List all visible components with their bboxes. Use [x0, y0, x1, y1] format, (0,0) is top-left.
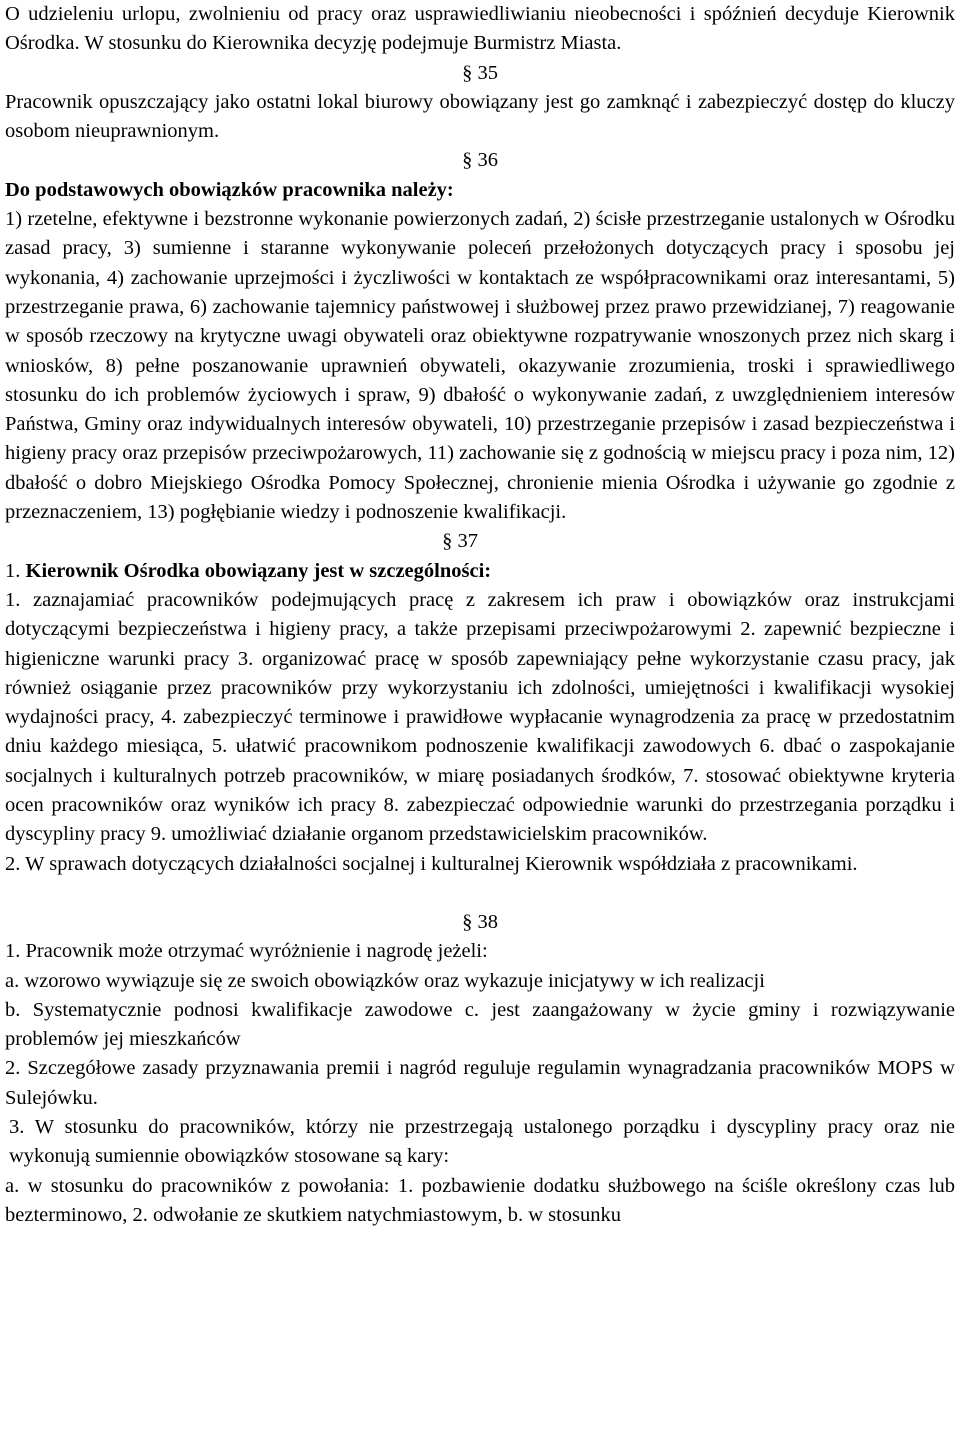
section-37-title: § 37	[442, 530, 478, 553]
section-35-text: Pracownik opuszczający jako ostatni lokal biurowy obowiązany jest go zamknąć i zabezpieczyć dostęp do kluczy osobom nieuprawnionym.	[5, 90, 955, 143]
section-36-text: 1) rzetelne, efektywne i bezstronne wykonanie powierzonych zadań, 2) ścisłe przestrzeganie ustalonych w Ośrodku zasad pracy, 3) sumienne i staranne wykonywanie poleceń przełożonych dotyczących pracy i sposobu jej wykonania, 4) zachowanie uprzejmości i życzliwości w kontaktach ze współpracownikami oraz interesantami, 5) przestrzeganie prawa, 6) zachowanie tajemnicy państwowej i służbowej przez prawo przewidzianej, 7) reagowanie w sposób rzeczowy na krytyczne uwagi obywateli oraz obiektywne rozpatrywanie wnoszonych przez nich skarg i wniosków, 8) pełne poszanowanie uprawnień obywateli, okazywanie zrozumienia, troski i sprawiedliwego stosunku do ich problemów życiowych i spraw, 9) dbałość o wykonywanie zadań, z uwzględnieniem interesów Państwa, Gminy oraz indywidualnych interesów obywateli, 10) przestrzeganie przepisów i zasad bezpieczeństwa i higieny pracy oraz przepisów przeciwpożarowych, 11) zachowanie się z godnością w miejscu pracy i poza nim, 12) dbałość o dobro Miejskiego Ośrodka Pomocy Społecznej, chronienie mienia Ośrodka i używanie go zgodnie z przeznaczeniem, 13) pogłębianie wiedzy i podnoszenie kwalifikacji.	[5, 208, 955, 524]
section-36-title: § 36	[462, 149, 498, 172]
section-37-lead-heading: Kierownik Ośrodka obowiązany jest w szczególności:	[25, 559, 492, 582]
section-38-line-b: b. Systematycznie podnosi kwalifikacje zawodowe c. jest zaangażowany w życie gminy i rozwiązywanie problemów jej mieszkańców	[5, 998, 955, 1051]
intro-paragraph: O udzieleniu urlopu, zwolnieniu od pracy oraz usprawiedliwianiu nieobecności i spóźnień decyduje Kierownik Ośrodka. W stosunku do Kierownika decyzję podejmuje Burmistrz Miasta.	[5, 3, 955, 55]
section-37-point-1: 1. zaznajamiać pracowników podejmujących pracę z zakresem ich praw i obowiązków oraz instrukcjami dotyczącymi bezpieczeństwa i higieny pracy, a także przepisami przeciwpożarowymi 2. zapewnić bezpieczne i higieniczne warunki pracy 3. organizować pracę w sposób zapewniający pełne wykorzystanie czasu pracy, jak również osiąganie przez pracowników przy wykorzystaniu ich zdolności, umiejętności i kwalifikacji wysokiej wydajności pracy, 4. zabezpieczyć terminowe i prawidłowe wypłacanie wynagrodzenia za pracę w przedostatnim dniu każdego miesiąca, 5. ułatwić pracownikom podnoszenie kwalifikacji zawodowych 6. dbać o zaspokajanie socjalnych i kulturalnych potrzeb pracowników, w miarę posiadanych środków, 7. stosować obiektywne kryteria ocen pracowników oraz wyników ich pracy 8. zabezpieczać odpowiednie warunki do przestrzegania porządku i dyscypliny pracy 9. umożliwiać działanie organom przedstawicielskim pracowników.	[5, 588, 955, 846]
document-page	[5, 0, 955, 1230]
section-37-lead	[5, 557, 955, 586]
section-38-line-a: a. wzorowo wywiązuje się ze swoich obowiązków oraz wykazuje inicjatywy w ich realizacji	[5, 969, 765, 992]
section-38-line-2: 2. Szczegółowe zasady przyznawania premii i nagród reguluje regulamin wynagradzania pracowników MOPS w Sulejówku.	[5, 1057, 955, 1109]
section-37-point-2: 2. W sprawach dotyczących działalności socjalnej i kulturalnej Kierownik współdziała z pracownikami.	[5, 852, 858, 875]
section-36-heading: Do podstawowych obowiązków pracownika należy:	[5, 178, 454, 201]
section-38-line-3: 3. W stosunku do pracowników, którzy nie przestrzegają ustalonego porządku i dyscypliny pracy oraz nie wykonują sumiennie obowiązków stosowane są kary:	[9, 1115, 955, 1168]
blank-line	[5, 879, 955, 908]
section-38-title: § 38	[462, 910, 498, 933]
section-38-line-1: 1. Pracownik może otrzymać wyróżnienie i nagrodę jeżeli:	[5, 940, 488, 963]
section-38-line-3a: a. w stosunku do pracowników z powołania: 1. pozbawienie dodatku służbowego na ściśle określony czas lub bezterminowo, 2. odwołanie ze skutkiem natychmiastowym, b. w stosunku	[5, 1174, 955, 1226]
section-35-title: § 35	[462, 61, 498, 84]
section-37-lead-number: 1.	[5, 559, 21, 582]
